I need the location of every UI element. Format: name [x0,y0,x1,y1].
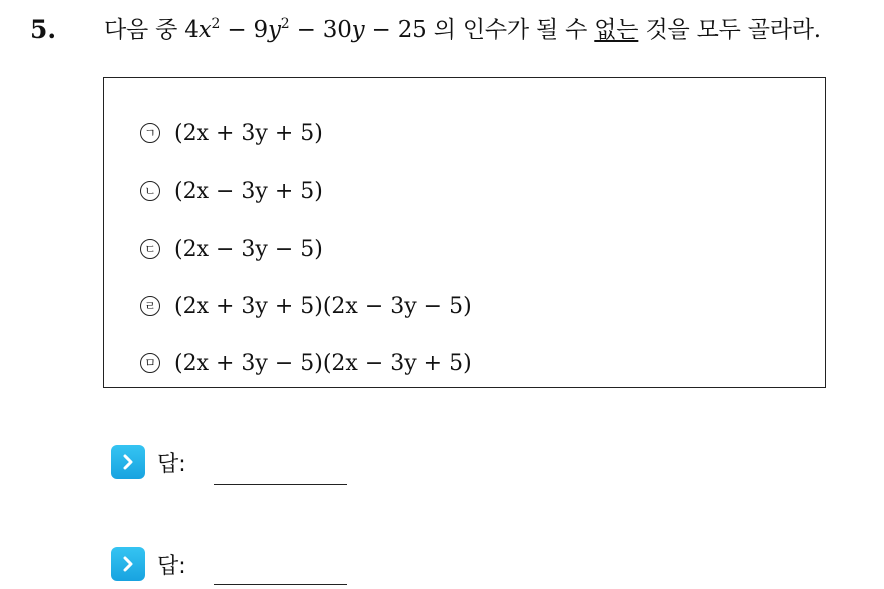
choice-marker: ㄷ [140,239,160,259]
choice-expression: (2x + 3y − 5)(2x − 3y + 5) [174,350,472,376]
question-middle: 의 인수가 될 수 [426,17,595,43]
choice-expression: (2x − 3y − 5) [174,236,323,262]
choice-3[interactable] [140,233,323,265]
answer-label: 답: [157,553,186,579]
chevron-right-icon [111,547,145,581]
chevron-right-icon [111,445,145,479]
choice-2[interactable] [140,175,323,207]
choice-expression: (2x + 3y + 5) [174,120,323,146]
choice-marker: ㄴ [140,181,160,201]
question-prefix: 다음 중 [104,17,185,43]
choice-marker: ㅁ [140,353,160,373]
answer-row-2 [111,544,186,584]
answer-label: 답: [157,451,186,477]
question-number: 5. [30,15,57,44]
choice-expression: (2x − 3y + 5) [174,178,323,204]
choice-5[interactable] [140,347,472,379]
choice-expression: (2x + 3y + 5)(2x − 3y − 5) [174,293,472,319]
question-suffix: 것을 모두 골라라. [638,17,821,43]
question-text [104,14,821,46]
choice-4[interactable] [140,290,472,322]
choice-marker: ㄹ [140,296,160,316]
question-expression: $4x^2 - 9y^2 - 30y - 25$ [184,16,427,43]
choices-box [103,77,826,388]
choice-marker: ㄱ [140,123,160,143]
answer-field-1[interactable] [214,484,347,485]
answer-field-2[interactable] [214,584,347,585]
question-emphasis: 없는 [594,17,639,43]
answer-row-1 [111,442,186,482]
choice-1[interactable] [140,117,323,149]
